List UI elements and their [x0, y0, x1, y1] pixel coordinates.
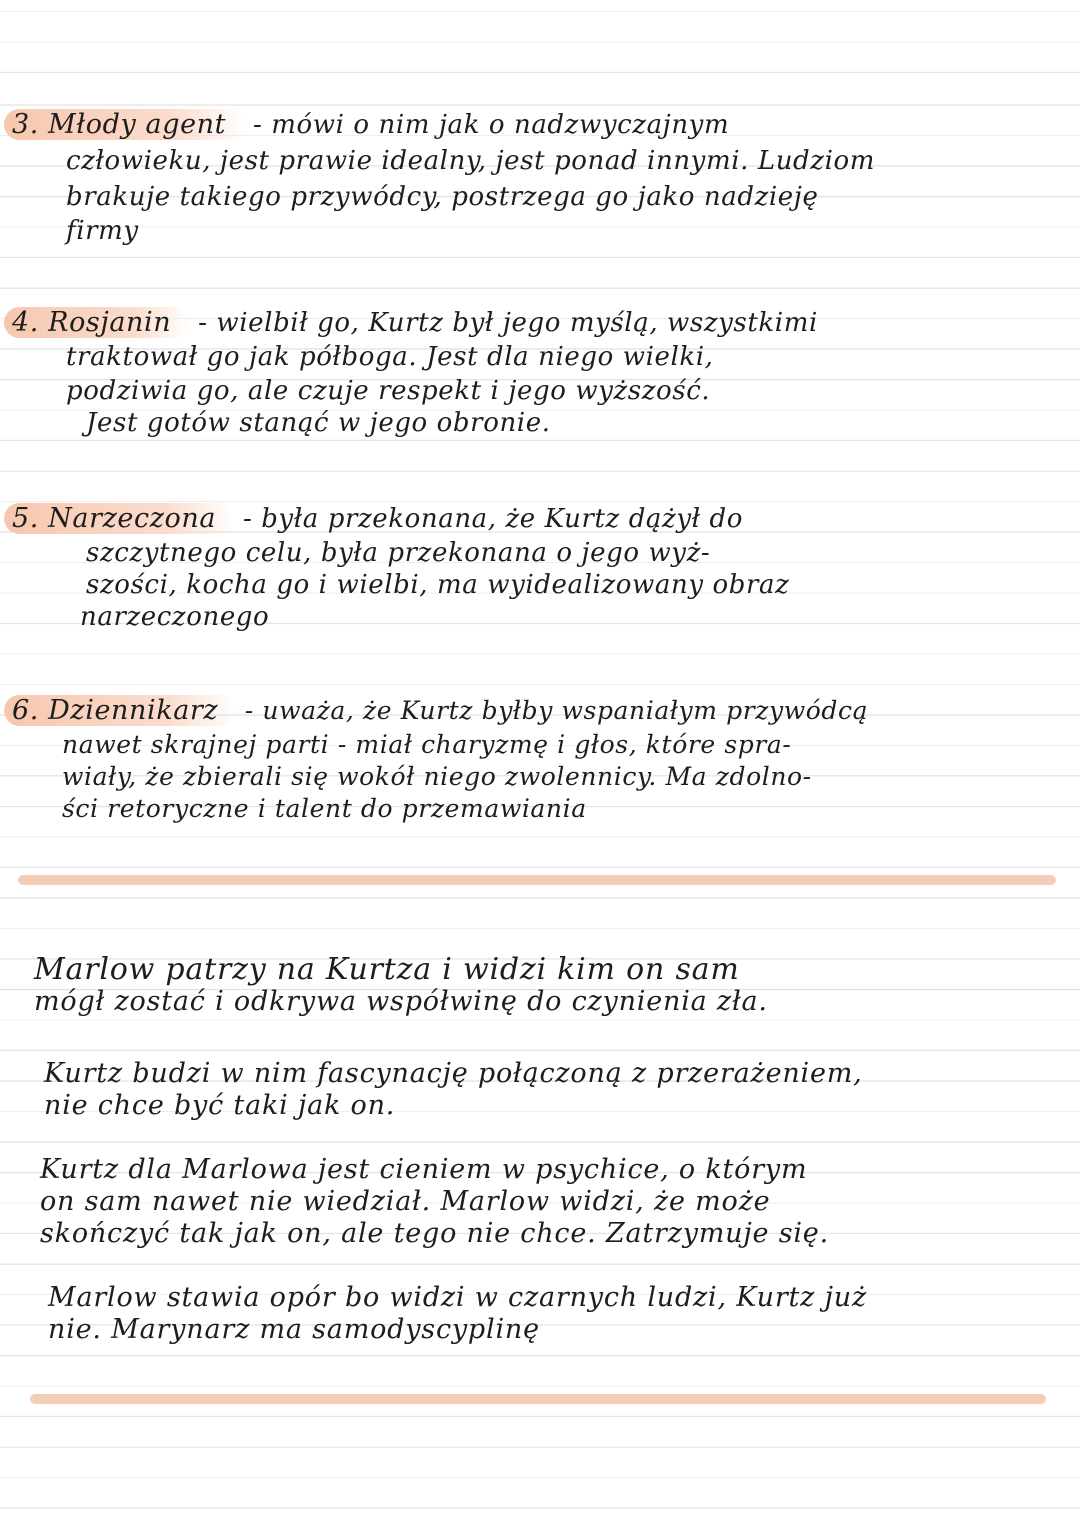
- paragraph-line: on sam nawet nie wiedział. Marlow widzi, że może: [40, 1186, 771, 1217]
- section-divider: [18, 875, 1056, 885]
- paragraph-line: Marlow stawia opór bo widzi w czarnych ludzi, Kurtz już: [48, 1282, 867, 1313]
- entry-line: podziwia go, ale czuje respekt i jego wyższość.: [66, 376, 711, 406]
- entry-line: szości, kocha go i wielbi, ma wyidealizowany obraz: [86, 570, 790, 600]
- entry-line: - mówi o nim jak o nadzwyczajnym: [244, 110, 730, 140]
- entry-line: wiały, że zbierali się wokół niego zwolennicy. Ma zdolno-: [62, 762, 812, 791]
- entry-line: traktował go jak półboga. Jest dla niego wielki,: [66, 342, 714, 372]
- paragraph-line: nie. Marynarz ma samodyscyplinę: [48, 1314, 540, 1345]
- entry-heading-text: 6. Dziennikarz: [4, 695, 236, 726]
- entry-line: Jest gotów stanąć w jego obronie.: [86, 408, 551, 438]
- entry-line: brakuje takiego przywódcy, postrzega go jako nadzieję: [66, 182, 819, 212]
- entry-heading-text: 3. Młody agent: [4, 109, 244, 140]
- entry-line: - była przekonana, że Kurtz dążył do: [234, 504, 744, 534]
- section-divider: [30, 1394, 1046, 1404]
- paragraph-line: Marlow patrzy na Kurtza i widzi kim on sam: [34, 952, 740, 987]
- paragraph: [40, 1154, 1040, 1250]
- paragraph: [44, 1058, 1040, 1122]
- entry-heading: [4, 502, 743, 536]
- entry-line: narzeczonego: [80, 602, 270, 632]
- entry-heading: [4, 694, 868, 728]
- entry-line: ści retoryczne i talent do przemawiania: [62, 794, 587, 823]
- entry-line: firmy: [66, 216, 139, 246]
- entry-line: - wielbił go, Kurtz był jego myślą, wszystkimi: [189, 308, 818, 338]
- paragraph-line: mógł zostać i odkrywa współwinę do czynienia zła.: [34, 986, 768, 1017]
- paragraph-line: skończyć tak jak on, ale tego nie chce. Zatrzymuje się.: [40, 1218, 829, 1249]
- entry-line: nawet skrajnej parti - miał charyzmę i głos, które spra-: [62, 730, 792, 759]
- entry-line: - uważa, że Kurtz byłby wspaniałym przywódcą: [236, 696, 869, 725]
- entry-heading-text: 4. Rosjanin: [4, 307, 189, 338]
- paragraph: [34, 954, 1040, 1018]
- paragraph-line: nie chce być taki jak on.: [44, 1090, 396, 1121]
- entry-heading-text: 5. Narzeczona: [4, 503, 234, 534]
- entry-heading: [4, 306, 818, 340]
- entry-line: człowieku, jest prawie idealny, jest ponad innymi. Ludziom: [66, 146, 876, 176]
- entry-heading: [4, 108, 729, 142]
- paragraph-line: Kurtz dla Marlowa jest cieniem w psychice, o którym: [40, 1154, 808, 1185]
- paragraph-line: Kurtz budzi w nim fascynację połączoną z przerażeniem,: [44, 1058, 863, 1089]
- entry-line: szczytnego celu, była przekonana o jego wyż-: [86, 538, 711, 568]
- paragraph: [48, 1282, 1040, 1346]
